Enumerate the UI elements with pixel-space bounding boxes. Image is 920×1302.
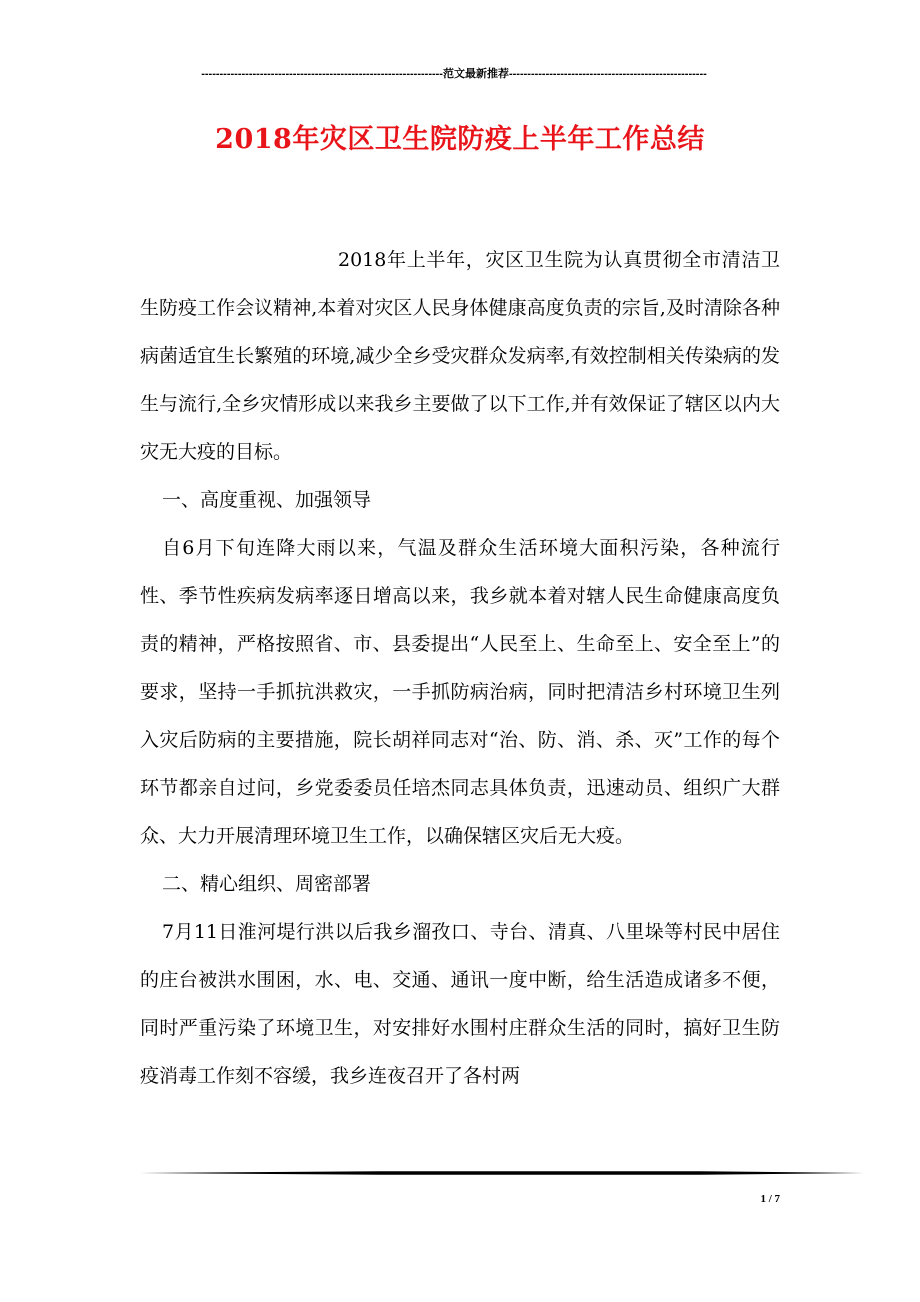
footer-rule	[140, 1171, 864, 1175]
document-body	[140, 236, 780, 1100]
page-number: 1 / 7	[760, 1193, 780, 1205]
section-paragraph-1: 自6月下旬连降大雨以来，气温及群众生活环境大面积污染，各种流行性、季节性疾病发病率逐日增高以来，我乡就本着对辖人民生命健康高度负责的精神，严格按照省、市、县委提出“人民至上、生命至上、安全至上”的要求，坚持一手抓抗洪救灾，一手抓防病治病，同时把清洁乡村环境卫生列入灾后防病的主要措施，院长胡祥同志对“治、防、消、杀、灭”工作的每个环节都亲自过问，乡党委委员任培杰同志具体负责，迅速动员、组织广大群众、大力开展清理环境卫生工作，以确保辖区灾后无大疫。	[140, 537, 780, 847]
section-paragraph-2: 7月11日淮河堤行洪以后我乡溜孜口、寺台、清真、八里垛等村民中居住的庄台被洪水围困，水、电、交通、通讯一度中断，给生活造成诸多不便，同时严重污染了环境卫生，对安排好水围村庄群众生活的同时，搞好卫生防疫消毒工作刻不容缓，我乡连夜召开了各村两	[140, 921, 780, 1087]
section-heading-1: 一、高度重视、加强领导	[162, 489, 372, 511]
document-title: 2018年灾区卫生院防疫上半年工作总结	[215, 124, 705, 155]
intro-paragraph: 2018年上半年，灾区卫生院为认真贯彻全市清洁卫生防疫工作会议精神,本着对灾区人民身体健康高度负责的宗旨,及时清除各种病菌适宜生长繁殖的环境,减少全乡受灾群众发病率,有效控制相关传染病的发生与流行,全乡灾情形成以来我乡主要做了以下工作,并有效保证了辖区以内大灾无大疫的目标。	[140, 249, 780, 463]
page-header-banner: ------------------------------------------------------------------范文最新推荐------------------------------------------------------	[201, 68, 707, 80]
section-heading-2: 二、精心组织、周密部署	[162, 873, 372, 895]
